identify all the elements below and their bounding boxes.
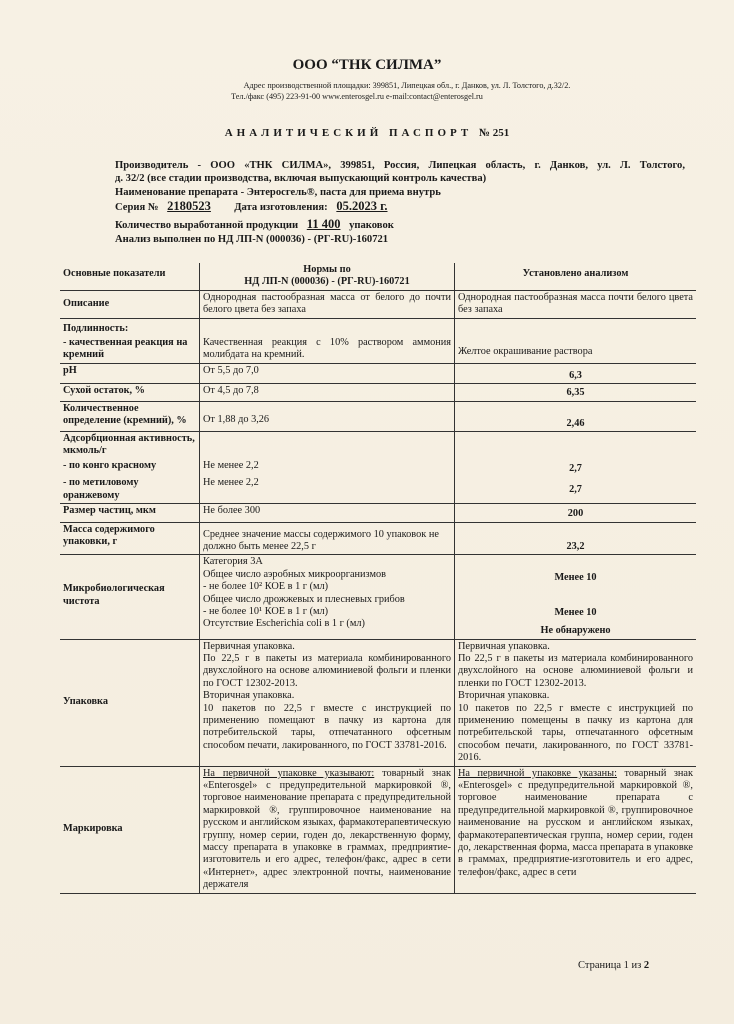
row-label: Количественное определение (кремний), % [60,401,200,431]
row-norm: Однородная пастообразная масса от белого до почти белого цвета без запаха [200,290,455,318]
row-result [455,639,697,766]
table-row [60,318,696,336]
table-row [60,555,696,639]
col-header-norms-l1: Нормы по [303,264,351,275]
micro-category: Категория 3А [203,556,263,568]
row-result [455,555,697,639]
marking-res-head: На первичной упаковке указаны: [458,767,617,779]
page-label: Страница 1 из [578,960,642,971]
row-norm: Среднее значение массы содержимого 10 упаковок не должно быть менее 22,5 г [200,522,455,555]
res-secondary-text: 10 пакетов по 22,5 г вместе с инструкцией по применению помещены в пачку из картона для потребительской тары, отпечатанного офсетным способом печати, лакированного, по ГОСТ 33781-2016. [458,702,693,764]
quantity-unit: упаковок [349,220,394,231]
res-secondary-title: Вторичная упаковка. [458,690,550,702]
table-row [60,459,696,476]
row-result: 200 [455,504,697,522]
row-norm [200,766,455,893]
series-value: 2180523 [167,199,211,213]
row-label: pH [60,363,200,383]
table-row [60,401,696,431]
row-label: - по метиловому оранжевому [60,476,200,503]
micro-ecoli-result: Не обнаружено [540,625,611,637]
row-norm: Качественная реакция с 10% раствором аммония молибдата на кремний. [200,336,455,363]
row-label: Подлинность: [63,322,129,334]
table-header-row [60,263,696,290]
row-label: Масса содержимого упаковки, г [60,522,200,555]
date-label: Дата изготовления: [234,202,328,213]
table-row [60,504,696,522]
table-row [60,766,696,893]
address-line: Адрес производственной площадки: 399851, Липецкая обл., г. Данков, ул. Л. Толстого, д.32/2. [243,81,571,90]
producer-line-2: д. 32/2 (все стадии производства, включая выпускающий контроль качества) [115,173,487,184]
row-norm: Не менее 2,2 [200,476,455,503]
res-primary-title: Первичная упаковка. [458,640,550,652]
row-label: Размер частиц, мкм [60,504,200,522]
table-row [60,384,696,401]
series-label: Серия № [115,202,159,213]
marking-norm-head: На первичной упаковке указывают: [203,767,375,779]
series-line [115,200,685,214]
row-label: - по конго красному [63,459,157,471]
passport-title [0,127,734,139]
row-result: 2,7 [455,476,697,503]
norm-primary-text: По 22,5 г в пакеты из материала комбинированного двухслойного на основе алюминиевой фольги и пленки по ГОСТ 12302-2013. [203,652,451,689]
table-row [60,639,696,766]
res-primary-text: По 22,5 г в пакеты из материала комбинированного двухслойного на основе алюминиевой фольги и пленки по ГОСТ 12302-2013. [458,652,693,689]
page-footer [578,960,649,971]
row-label: Адсорбционная активность, мкмоль/г [63,433,195,457]
row-result: Однородная пастообразная масса почти белого цвета без запаха [455,290,697,318]
product-name: Наименование препарата - Энтеросгель®, паста для приема внутрь [115,187,441,198]
marking-norm-text: товарный знак «Enterosgel» с предупредительной маркировкой ®, торговое наименование препарата с предупредительной маркировкой ®, группировочное наименование на русском и английском языках, фармакотерапевтическую группу, номер серии, годен до, лекарственную форму, массу препарата в упаковке в граммах, предприятие-изготовитель и его адрес, телефон/факс, адрес в сети «Интернет», адрес электронной почты, наименование держателя [203,767,452,891]
row-result [455,766,697,893]
row-norm: От 4,5 до 7,8 [200,384,455,401]
analysis-table [60,263,696,894]
producer-line-1: Производитель - ООО «ТНК СИЛМА», 399851, Россия, Липецкая область, г. Данков, ул. Л. Толстого, [115,160,685,171]
date-value: 05.2023 г. [336,199,388,213]
row-label: Микробиологическая чистота [60,555,200,639]
contact-line: Тел./факс (495) 223-91-00 www.enterosgel.ru e-mail:contact@enterosgel.ru [231,92,483,101]
micro-aerobic-l1: Общее число аэробных микроорганизмов [203,568,387,580]
table-row [60,290,696,318]
table-row [60,476,696,503]
row-label: Маркировка [60,766,200,893]
table-row [60,336,696,363]
row-result: Желтое окрашивание раствора [455,336,697,363]
page-total: 2 [643,960,650,971]
marking-res-text: товарный знак «Enterosgel» с предупредительной маркировкой ®, торговое наименование препарата с предупредительной маркировкой ®, группировочное наименование на русском и английском языках, фармакотерапевтическая группа, номер серии, годен до, лекарственная форма, масса препарата в упаковке в граммах, предприятие-изготовитель и его адрес, телефон/факс, адрес в сети [458,767,693,878]
passport-number: № 251 [478,127,510,139]
row-norm: Не более 300 [200,504,455,522]
row-norm: Не менее 2,2 [200,459,455,476]
row-norm [200,555,455,639]
table-row [60,432,696,459]
row-label: Упаковка [60,639,200,766]
micro-yeast-result: Менее 10 [554,606,597,618]
col-header-indicators: Основные показатели [60,263,200,290]
row-result: 2,46 [455,401,697,431]
row-norm: От 1,88 до 3,26 [200,401,455,431]
row-label: Сухой остаток, % [60,384,200,401]
quantity-label: Количество выработанной продукции [115,220,299,231]
micro-yeast-l1: Общее число дрожжевых и плесневых грибов [203,593,405,605]
micro-aerobic-l2: - не более 10² КОЕ в 1 г (мл) [203,581,329,593]
company-name: ООО “ТНК СИЛМА” [292,57,442,73]
row-norm [200,639,455,766]
col-header-norms [200,263,455,290]
row-result: 6,3 [455,363,697,383]
row-result: 2,7 [569,462,582,474]
analysis-line: Анализ выполнен по НД ЛП-N (000036) - (РГ-RU)-160721 [115,234,389,245]
norm-secondary-title: Вторичная упаковка. [203,690,295,702]
quantity-value: 11 400 [306,217,341,231]
row-result: 23,2 [455,522,697,555]
micro-ecoli: Отсутствие Escherichia coli в 1 г (мл) [203,618,365,630]
col-header-norms-l2: НД ЛП-N (000036) - (РГ-RU)-160721 [244,276,410,288]
norm-primary-title: Первичная упаковка. [203,640,295,652]
col-header-results: Установлено анализом [455,263,697,290]
table-row [60,522,696,555]
row-norm: От 5,5 до 7,0 [200,363,455,383]
table-row [60,363,696,383]
micro-yeast-l2: - не более 10¹ КОЕ в 1 г (мл) [203,605,329,617]
row-result: 6,35 [455,384,697,401]
row-label: Описание [60,290,200,318]
norm-secondary-text: 10 пакетов по 22,5 г вместе с инструкцией по применению помещают в пачку из картона для потребительской тары, отпечатанного офсетным способом печати, лакированного, по ГОСТ 33781-2016. [203,702,451,751]
row-label: - качественная реакция на кремний [60,336,200,363]
quantity-line [115,218,685,232]
passport-title-text: АНАЛИТИЧЕСКИЙ ПАСПОРТ [224,127,473,139]
micro-aerobic-result: Менее 10 [554,572,597,584]
